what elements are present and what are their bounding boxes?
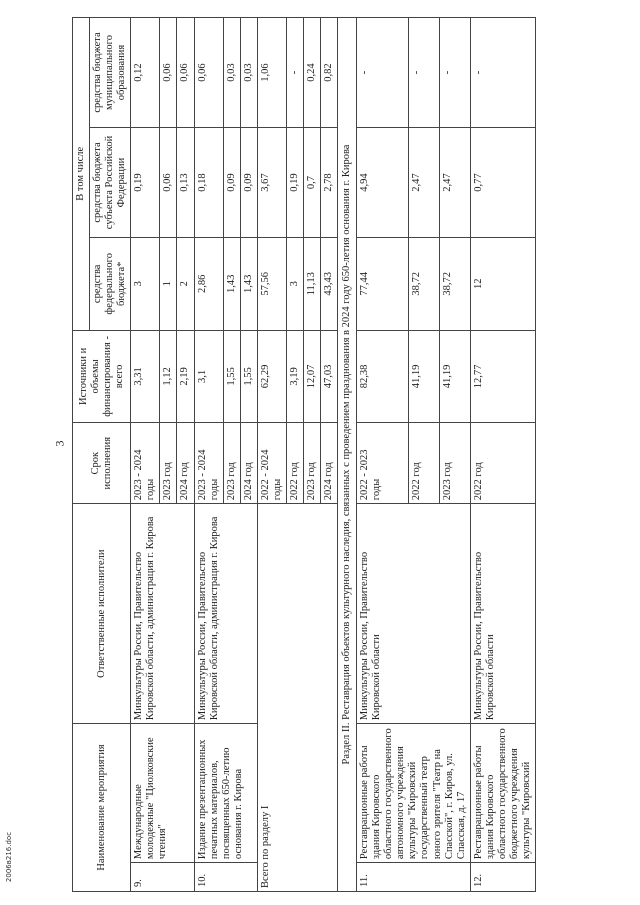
period-cell: 2022 - 2023 годы xyxy=(357,423,409,504)
municipal-cell: 0,06 xyxy=(160,18,177,128)
federal-cell: 2,86 xyxy=(194,238,223,331)
period-cell: 2023 год xyxy=(160,423,177,504)
municipal-cell: - xyxy=(357,18,409,128)
executors: Минкультуры России, Правительство Кировской области xyxy=(470,504,535,724)
municipal-cell: 0,03 xyxy=(223,18,240,128)
period-cell: 2023 год xyxy=(223,423,240,504)
municipal-cell: 0,06 xyxy=(194,18,223,128)
federal-cell: 77,44 xyxy=(357,238,409,331)
period-cell: 2022 год xyxy=(286,423,303,504)
section-title: Раздел II. Реставрация объектов культурного наследия, связанных с проведением празднования в 2024 году 650-летия основания г. Кирова xyxy=(338,18,357,892)
federal-cell: 11,13 xyxy=(303,238,320,331)
header-total: Источники и объемы финансирования - всего xyxy=(73,330,131,423)
table-row xyxy=(131,18,160,892)
activity-name: Реставрационные работы здания Кировского областного государственного бюджетного учреждения культуры "Кировский xyxy=(470,724,535,863)
total-cell: 1,55 xyxy=(240,330,257,423)
table-row xyxy=(357,18,409,892)
executors: Минкультуры России, Правительство Кировской области, администрация г. Кирова xyxy=(194,504,257,724)
period-cell: 2023 год xyxy=(303,423,320,504)
table-row xyxy=(470,18,535,892)
row-number: 12. xyxy=(470,863,535,892)
period-cell: 2023 - 2024 годы xyxy=(194,423,223,504)
federal-cell: 1,43 xyxy=(223,238,240,331)
municipal-cell: 0,24 xyxy=(303,18,320,128)
header-executors: Ответственные исполнители xyxy=(73,504,131,724)
total-cell: 2,19 xyxy=(177,330,194,423)
municipal-cell: - xyxy=(470,18,535,128)
header-name: Наименование мероприятия xyxy=(73,724,131,892)
total-cell: 12,07 xyxy=(303,330,320,423)
table-row xyxy=(194,18,223,892)
municipal-cell: 1,06 xyxy=(257,18,286,128)
federal-cell: 3 xyxy=(131,238,160,331)
header-row xyxy=(73,18,90,892)
total-cell: 82,38 xyxy=(357,330,409,423)
section-row xyxy=(338,18,357,892)
period-cell: 2024 год xyxy=(177,423,194,504)
total-cell: 62,29 xyxy=(257,330,286,423)
regional-cell: 2,78 xyxy=(321,128,338,238)
municipal-cell: - xyxy=(409,18,440,128)
header-including: В том числе xyxy=(73,18,90,331)
federal-cell: 43,43 xyxy=(321,238,338,331)
municipal-cell: - xyxy=(286,18,303,128)
federal-cell: 12 xyxy=(470,238,535,331)
total-cell: 1,12 xyxy=(160,330,177,423)
activity-name: Реставрационные работы здания Кировского областного государственного автономного учреждения культуры "Кировский государственный театр юного зрителя "Театр на Спасской", г. Киров, ул. Спасская, д. 17 xyxy=(357,724,471,863)
municipal-cell: 0,12 xyxy=(131,18,160,128)
total-label: Всего по разделу I xyxy=(257,504,337,892)
municipal-cell: 0,03 xyxy=(240,18,257,128)
regional-cell: 2,47 xyxy=(440,128,471,238)
federal-cell: 2 xyxy=(177,238,194,331)
regional-cell: 2,47 xyxy=(409,128,440,238)
total-cell: 3,1 xyxy=(194,330,223,423)
regional-cell: 0,7 xyxy=(303,128,320,238)
executors: Минкультуры России, Правительство Кировской области xyxy=(357,504,471,724)
row-number: 10. xyxy=(194,863,257,892)
total-cell: 41,19 xyxy=(440,330,471,423)
total-cell: 12,77 xyxy=(470,330,535,423)
header-federal: средства федерального бюджета* xyxy=(90,238,131,331)
header-municipal: средства бюджета муниципального образования xyxy=(90,18,131,128)
federal-cell: 1 xyxy=(160,238,177,331)
executors: Минкультуры России, Правительство Кировской области, администрация г. Кирова xyxy=(131,504,194,724)
period-cell: 2023 - 2024 годы xyxy=(131,423,160,504)
municipal-cell: 0,82 xyxy=(321,18,338,128)
total-cell: 3,19 xyxy=(286,330,303,423)
period-cell: 2024 год xyxy=(321,423,338,504)
total-cell: 47,03 xyxy=(321,330,338,423)
period-cell: 2023 год xyxy=(440,423,471,504)
federal-cell: 57,56 xyxy=(257,238,286,331)
row-number: 11. xyxy=(357,863,471,892)
regional-cell: 0,19 xyxy=(131,128,160,238)
regional-cell: 3,67 xyxy=(257,128,286,238)
federal-cell: 38,72 xyxy=(409,238,440,331)
header-period: Срок исполнения xyxy=(73,423,131,504)
regional-cell: 4,94 xyxy=(357,128,409,238)
total-cell: 41,19 xyxy=(409,330,440,423)
federal-cell: 38,72 xyxy=(440,238,471,331)
rotated-page-content xyxy=(72,17,602,892)
activity-name: Международные молодежные "Циолковские чтения" xyxy=(131,724,194,863)
header-regional: средства бюджета субъекта Российской Федерации xyxy=(90,128,131,238)
period-cell: 2022 год xyxy=(470,423,535,504)
document-code: 2006в216.doc xyxy=(5,831,13,883)
total-cell: 1,55 xyxy=(223,330,240,423)
table-row xyxy=(257,18,286,892)
regional-cell: 0,18 xyxy=(194,128,223,238)
municipal-cell: - xyxy=(440,18,471,128)
regional-cell: 0,06 xyxy=(160,128,177,238)
regional-cell: 0,13 xyxy=(177,128,194,238)
period-cell: 2022 - 2024 годы xyxy=(257,423,286,504)
regional-cell: 0,09 xyxy=(240,128,257,238)
regional-cell: 0,19 xyxy=(286,128,303,238)
activity-name: Издание презентационных печатных материалов, посвященных 650-летию основания г. Кирова xyxy=(194,724,257,863)
row-number: 9. xyxy=(131,863,194,892)
federal-cell: 1,43 xyxy=(240,238,257,331)
budget-table xyxy=(72,17,536,892)
page-number: 3 xyxy=(52,440,67,447)
regional-cell: 0,09 xyxy=(223,128,240,238)
period-cell: 2024 год xyxy=(240,423,257,504)
total-cell: 3,31 xyxy=(131,330,160,423)
period-cell: 2022 год xyxy=(409,423,440,504)
regional-cell: 0,77 xyxy=(470,128,535,238)
federal-cell: 3 xyxy=(286,238,303,331)
municipal-cell: 0,06 xyxy=(177,18,194,128)
